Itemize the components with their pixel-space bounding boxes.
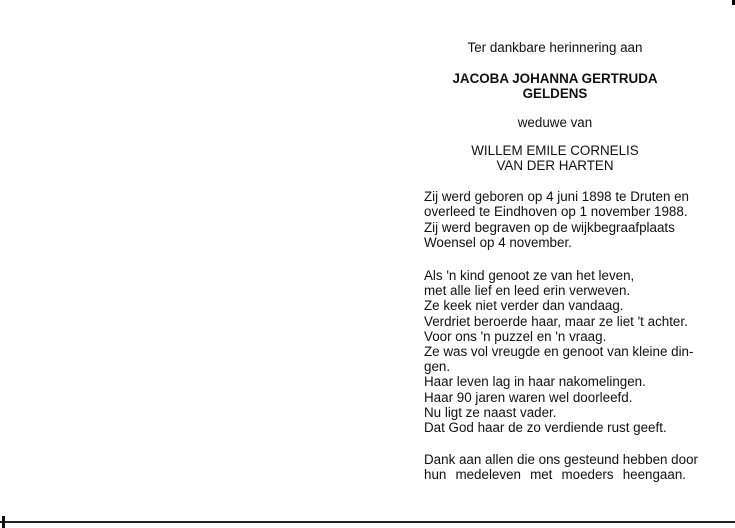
card-bottom-edge [0, 521, 735, 523]
biography-line: Zij werd begraven op de wijkbegraafplaats [424, 219, 675, 235]
memorial-card-text [424, 40, 698, 483]
poem [424, 268, 694, 436]
deceased-name [424, 71, 686, 101]
biography-line: overleed te Eindhoven op 1 november 1988. [424, 204, 688, 220]
poem-line: Haar 90 jaren waren wel doorleefd. [424, 389, 633, 405]
thanks-line: hun medeleven met moeders heengaan. [424, 467, 686, 483]
deceased-name-line-1: JACOBA JOHANNA GERTRUDA [452, 71, 658, 87]
deceased-name-line-2: GELDENS [522, 86, 588, 102]
biography-line: Zij werd geboren op 4 juni 1898 te Druten en [424, 189, 690, 205]
poem-line: Verdriet beroerde haar, maar ze liet 't achter. [424, 313, 688, 329]
biography-line: Woensel op 4 november. [424, 234, 572, 250]
spouse-name-line-1: WILLEM EMILE CORNELIS [471, 142, 639, 158]
intro-line: Ter dankbare herinnering aan [467, 40, 643, 55]
relation-line: weduwe van [517, 114, 593, 130]
poem-line: met alle lief en leed erin verweven. [424, 283, 631, 299]
spouse-name [424, 143, 686, 173]
thanks-line: Dank aan allen die ons gesteund hebben door [424, 452, 698, 468]
poem-line: Haar leven lag in haar nakomelingen. [424, 374, 646, 390]
card-edge-mark [2, 516, 5, 528]
biography-paragraph [424, 189, 690, 250]
poem-line: Ze was vol vreugde en genoot van kleine din- [424, 344, 694, 360]
poem-line: Nu ligt ze naast vader. [424, 404, 557, 420]
poem-line: Dat God haar de zo verdiende rust geeft. [424, 420, 667, 436]
poem-line: Voor ons 'n puzzel en 'n vraag. [424, 328, 607, 344]
poem-line: gen. [424, 359, 451, 375]
thanks-paragraph [424, 452, 698, 483]
poem-line: Als 'n kind genoot ze van het leven, [424, 268, 635, 284]
poem-line: Ze keek niet verder dan vandaag. [424, 298, 624, 314]
spouse-name-line-2: VAN DER HARTEN [496, 158, 614, 174]
